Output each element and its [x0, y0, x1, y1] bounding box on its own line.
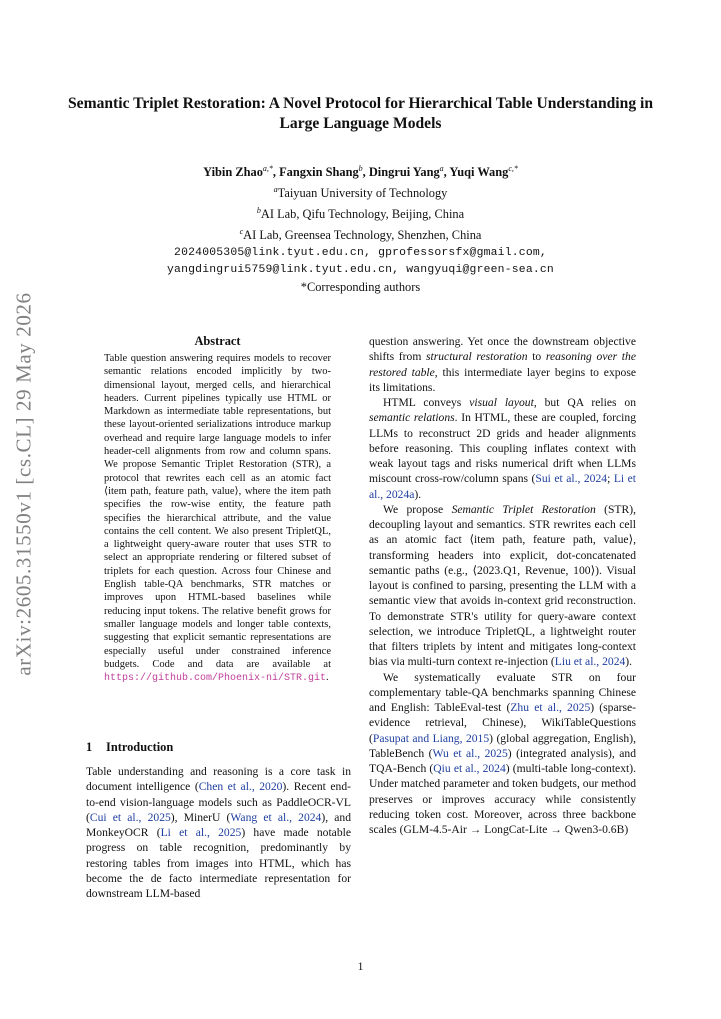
- abstract-body: Table question answering requires models to recover semantic relations encoded implicitly by two-dimensional layout, merged cells, and hierarchical headers. Current pipelines typically use HTML or Markdown as intermediate table representations, but these layout-oriented serializations introduce markup overhead and require large language models to infer header-cell alignments from row and column spans. We propose Semantic Triplet Restoration (STR), a protocol that rewrites each cell as an atomic fact ⟨item path, feature path, value⟩, where the item path specifies the row-wise entity, the feature path specifies the hierarchical attribute, and the value contains the cell content. We also present TripletQL, a lightweight query-aware router that uses STR to select an appropriate rendering or filtered subset of triplets for each question. Across four Chinese and English table-QA benchmarks, STR matches or improves upon HTML-based baselines while reducing input tokens. The relative benefit grows for smaller language models and longer table contexts, suggesting that explicit semantic representations are especially useful under constrained inference budgets. Code and data are available at https://github.com/Phoenix-ni/STR.git.: [104, 353, 331, 685]
- citation-link[interactable]: Cui et al., 2025: [89, 810, 171, 824]
- paper-title: Semantic Triplet Restoration: A Novel Protocol for Hierarchical Table Understanding in Large Language Models: [67, 95, 654, 132]
- citation-link[interactable]: Qiu et al., 2024: [433, 762, 506, 775]
- paragraph: question answering. Yet once the downstream objective shifts from structural restoration to reasoning over the restored table, this intermediate layer begins to expose its limitations.: [369, 335, 636, 394]
- author-mark: a,*: [262, 164, 273, 173]
- corresponding-note: *Corresponding authors: [300, 279, 421, 294]
- paragraph: HTML conveys visual layout, but QA relies on semantic relations. In HTML, these are coupled, forcing LLMs to reconstruct 2D grids and header alignments before reasoning. This coupling inflates context with weak layout tags and risks numerical drift when LLMs miscount cross-row/column spans (Sui et al., 2024; Li et al., 2024a).: [369, 396, 636, 501]
- abstract-text: Table question answering requires models to recover semantic relations encoded implicitly by two-dimensional layout, merged cells, and hierarchical headers. Current pipelines typically use HTML or Markdown as intermediate table representations, but these layout-oriented serializations introduce markup overhead and require large language models to infer header-cell alignments from row and column spans. We propose Semantic Triplet Restoration (STR), a protocol that rewrites each cell as an atomic fact ⟨item path, feature path, value⟩, where the item path specifies the row-wise entity, the feature path specifies the hierarchical attribute, and the value contains the cell content. We also present TripletQL, a lightweight query-aware router that uses STR to select an appropriate rendering or filtered subset of triplets for each question. Across four Chinese and English table-QA benchmarks, STR matches or improves upon HTML-based baselines while reducing input tokens. The relative benefit grows for smaller language models and longer table contexts, suggesting that explicit semantic representations are especially useful under constrained inference budgets. Code and data are available at: [104, 353, 331, 670]
- author-name: Yuqi Wang: [449, 165, 509, 180]
- author-mark: a: [439, 164, 444, 173]
- author-name: Dingrui Yang: [368, 165, 440, 180]
- citation-link[interactable]: Chen et al., 2020: [198, 780, 283, 794]
- citation-link[interactable]: Liu et al., 2024: [554, 655, 626, 669]
- author-mark: b: [358, 164, 363, 173]
- citation-link[interactable]: Wang et al., 2024: [230, 810, 322, 824]
- citation-link[interactable]: Pasupat and Liang, 2015: [372, 731, 490, 745]
- section-title: Introduction: [106, 740, 174, 754]
- affiliation-mark: b: [256, 206, 261, 216]
- author-mark: c,*: [508, 164, 518, 173]
- citation-link[interactable]: Zhu et al., 2025: [510, 701, 591, 714]
- affiliation: $^a$Taiyuan University of Technology: [273, 185, 448, 201]
- affiliation-mark: c: [239, 227, 244, 237]
- paragraph: We propose Semantic Triplet Restoration (STR), decoupling layout and semantics. STR rewrites each cell as an atomic fact ⟨item path, feature path, value⟩, transforming headers into explicit, dot-concatenated semantic paths (e.g., ⟨2023.Q1, Revenue, 100⟩). Visual layout is confined to parsing, presenting the LLM with a semantic view that avoids in-context grid reconstruction. To demonstrate STR's utility for query-aware context selection, we introduce TripletQL, a lightweight router that filters triplets by intent and mitigates long-context bias via multi-turn context re-injection (Liu et al., 2024).: [369, 502, 637, 669]
- paragraph: Table understanding and reasoning is a core task in document intelligence (Chen et al., 2020). Recent end-to-end vision-language models such as PaddleOCR-VL (Cui et al., 2025), MinerU (Wang et al., 2024), and MonkeyOCR (Li et al., 2025) have made notable progress on table recognition, predominantly by restoring tables from images into HTML, which has become the de facto intermediate representation for downstream LLM-based: [86, 765, 351, 900]
- affiliation-mark: a: [273, 185, 278, 195]
- citation-link[interactable]: Li et al., 2025: [160, 826, 242, 839]
- intro-column-right: [369, 334, 636, 837]
- section-heading: [86, 740, 173, 755]
- page-number: 1: [357, 960, 364, 973]
- author-block: [60, 160, 661, 296]
- code-link[interactable]: https://github.com/Phoenix-ni/STR.git: [104, 673, 327, 685]
- paragraph: We systematically evaluate STR on four complementary table-QA benchmarks spanning Chinese and English: TableEval-test (Zhu et al., 2025) (sparse-evidence retrieval, Chinese), WikiTableQuestions (Pasupat and Liang, 2015) (global aggregation, English), TableBench (Wu et al., 2025) (integrated analysis), and TQA-Bench (Qiu et al., 2024) (multi-table long-context). Under matched parameter and token budgets, our method preserves or improves accuracy while consistently reducing token cost. Moreover, across three backbone scales (GLM-4.5-Air → LongCat-Lite → Qwen3-0.6B): [369, 670, 636, 836]
- author-name: Fangxin Shang: [279, 165, 359, 180]
- author-name: Yibin Zhao: [203, 165, 263, 180]
- arxiv-stamp: [8, 292, 40, 676]
- section-number: 1: [86, 740, 93, 754]
- author-emails: yangdingrui5759@link.tyut.edu.cn, wangyuqi@green-sea.cn: [167, 263, 554, 276]
- affiliation: $^b$AI Lab, Qifu Technology, Beijing, China: [256, 206, 465, 222]
- intro-column-left: [86, 764, 351, 901]
- author-names: Yibin Zhao$^{a,*}$, Fangxin Shang$^b$, Dingrui Yang$^a$, Yuqi Wang$^{c,*}$: [203, 164, 518, 180]
- abstract-heading: Abstract: [194, 334, 241, 348]
- author-emails: 2024005305@link.tyut.edu.cn, gprofessorsfx@gmail.com,: [174, 246, 547, 259]
- citation-link[interactable]: Sui et al., 2024: [535, 472, 608, 486]
- citation-link[interactable]: Li et al., 2024a: [369, 472, 636, 501]
- arxiv-id: arXiv:2605.31550v1 [cs.CL] 29 May 2026: [11, 292, 36, 676]
- citation-link[interactable]: Wu et al., 2025: [432, 746, 508, 760]
- affiliation: $^c$AI Lab, Greensea Technology, Shenzhen, China: [239, 227, 482, 243]
